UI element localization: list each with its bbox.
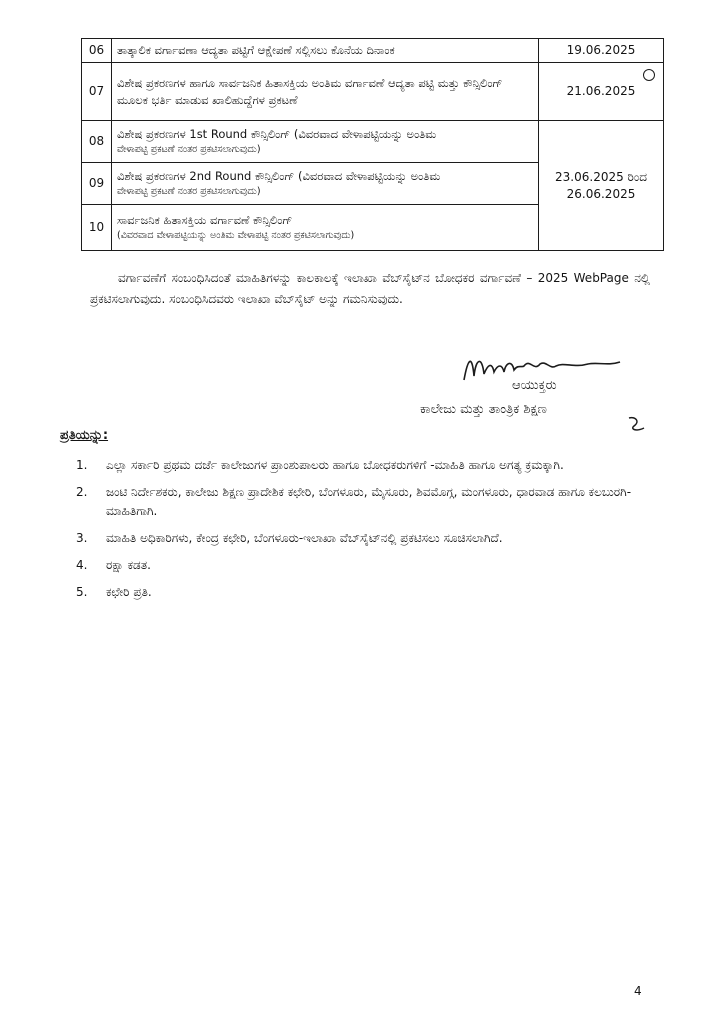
list-item-text: ಜಂಟಿ ನಿರ್ದೇಶಕರು, ಕಾಲೇಜು ಶಿಕ್ಷಣ ಪ್ರಾದೇಶಿಕ ಕಛೇರಿ, ಬೆಂಗಳೂರು, ಮೈಸೂರು, ಶಿವಮೊಗ್ಗ, ಮಂಗಳೂರು, ಧಾರವಾಡ ಹಾಗೂ ಕಲಬುರಗಿ-ಮಾಹಿತಿಗಾಗಿ.	[106, 485, 632, 518]
table-row	[82, 39, 664, 63]
list-item-text: ಎಲ್ಲಾ ಸರ್ಕಾರಿ ಪ್ರಥಮ ದರ್ಜೆ ಕಾಲೇಜುಗಳ ಪ್ರಾಂಶುಪಾಲರು ಹಾಗೂ ಬೋಧಕರುಗಳಿಗೆ -ಮಾಹಿತಿ ಹಾಗೂ ಅಗತ್ಯ ಕ್ರಮಕ್ಕಾಗಿ.	[106, 458, 564, 472]
notice-paragraph: ವರ್ಗಾವಣೆಗೆ ಸಂಬಂಧಿಸಿದಂತೆ ಮಾಹಿತಿಗಳನ್ನು ಕಾಲಕಾಲಕ್ಕೆ ಇಲಾಖಾ ವೆಬ್‌ಸೈಟ್‌ನ ಬೋಧಕರ ವರ್ಗಾವಣೆ – 2025 WebPage ನಲ್ಲಿ ಪ್ರಕಟಿಸಲಾಗುವುದು. ಸಂಬಂಧಿಸಿದವರು ಇಲಾಖಾ ವೆಬ್‌ಸೈಟ್ ಅನ್ನು ಗಮನಿಸುವುದು.	[90, 271, 650, 306]
list-item-number: 1.	[76, 458, 88, 472]
row-number: 10	[82, 205, 112, 251]
row-event-cell	[112, 121, 539, 163]
row-date: 19.06.2025	[539, 39, 664, 63]
row-number: 08	[82, 121, 112, 163]
row-event-note: ವೇಳಾಪಟ್ಟಿ ಪ್ರಕಟಣೆ ನಂತರ ಪ್ರಕಟಿಸಲಾಗುವುದು)	[117, 186, 261, 197]
copy-heading: ಪ್ರತಿಯನ್ನು:	[60, 428, 109, 443]
row-event-cell	[112, 205, 539, 251]
initials-mark	[626, 414, 648, 434]
list-item	[76, 583, 656, 602]
row-date-cell	[539, 63, 664, 121]
list-item	[76, 456, 656, 475]
schedule-table	[81, 38, 664, 251]
list-item	[76, 483, 656, 521]
list-item-text: ಕಛೇರಿ ಪ್ರತಿ.	[106, 585, 152, 599]
row-event: ಸಾರ್ವಜನಿಕ ಹಿತಾಸಕ್ತಿಯ ವರ್ಗಾವಣೆ ಕೌನ್ಸಿಲಿಂಗ್	[117, 213, 293, 227]
list-item-text: ರಕ್ಷಾ ಕಡತ.	[106, 558, 151, 572]
row-event: ವಿಶೇಷ ಪ್ರಕರಣಗಳ 1st Round ಕೌನ್ಸಿಲಿಂಗ್ (ವಿವರವಾದ ವೇಳಾಪಟ್ಟಿಯನ್ನು ಅಂತಿಮ	[117, 127, 437, 141]
list-item	[76, 529, 656, 548]
signature-block	[420, 350, 660, 440]
table-row	[82, 121, 664, 163]
hand-drawn-circle-mark	[643, 69, 655, 81]
merged-date-start: 23.06.2025 ರಿಂದ	[555, 169, 647, 184]
list-item	[76, 556, 656, 575]
list-item-text: ಮಾಹಿತಿ ಅಧಿಕಾರಿಗಳು, ಕೇಂದ್ರ ಕಛೇರಿ, ಬೆಂಗಳೂರು-ಇಲಾಖಾ ವೆಬ್‌ಸೈಟ್‌ನಲ್ಲಿ ಪ್ರಕಟಿಸಲು ಸೂಚಿಸಲಾಗಿದೆ.	[106, 531, 503, 545]
row-event: ತಾತ್ಕಾಲಿಕ ವರ್ಗಾವಣಾ ಆದ್ಯತಾ ಪಟ್ಟಿಗೆ ಆಕ್ಷೇಪಣೆ ಸಲ್ಲಿಸಲು ಕೊನೆಯ ದಿನಾಂಕ	[112, 39, 539, 63]
signatory-title: ಆಯುಕ್ತರು	[512, 378, 557, 393]
row-event-cell	[112, 163, 539, 205]
page-number: 4	[634, 984, 642, 998]
row-event: ವಿಶೇಷ ಪ್ರಕರಣಗಳ 2nd Round ಕೌನ್ಸಿಲಿಂಗ್ (ವಿವರವಾದ ವೇಳಾಪಟ್ಟಿಯನ್ನು ಅಂತಿಮ	[117, 169, 441, 183]
row-number: 09	[82, 163, 112, 205]
list-item-number: 2.	[76, 485, 88, 499]
list-item-number: 4.	[76, 558, 88, 572]
list-item-number: 3.	[76, 531, 88, 545]
row-event-note: (ವಿವರವಾದ ವೇಳಾಪಟ್ಟಿಯನ್ನು ಅಂತಿಮ ವೇಳಾಪಟ್ಟಿ ನಂತರ ಪ್ರಕಟಿಸಲಾಗುವುದು)	[117, 230, 355, 241]
row-event: ವಿಶೇಷ ಪ್ರಕರಣಗಳ ಹಾಗೂ ಸಾರ್ವಜನಿಕ ಹಿತಾಸಕ್ತಿಯ ಅಂತಿಮ ವರ್ಗಾವಣೆ ಆದ್ಯತಾ ಪಟ್ಟಿ ಮತ್ತು ಕೌನ್ಸಿಲಿಂಗ್ ಮೂಲಕ ಭರ್ತಿ ಮಾಡುವ ಖಾಲಿಹುದ್ದೆಗಳ ಪ್ರಕಟಣೆ	[112, 63, 539, 121]
row-number: 07	[82, 63, 112, 121]
list-item-number: 5.	[76, 585, 88, 599]
row-date: 21.06.2025	[566, 84, 636, 98]
row-event-note: ವೇಳಾಪಟ್ಟಿ ಪ್ರಕಟಣೆ ನಂತರ ಪ್ರಕಟಿಸಲಾಗುವುದು)	[117, 144, 261, 155]
copy-list	[76, 456, 656, 610]
signatory-office: ಕಾಲೇಜು ಮತ್ತು ತಾಂತ್ರಿಕ ಶಿಕ್ಷಣ	[420, 402, 547, 417]
merged-date-end: 26.06.2025	[566, 186, 636, 201]
merged-date-cell	[539, 121, 664, 251]
table-row	[82, 63, 664, 121]
row-number: 06	[82, 39, 112, 63]
